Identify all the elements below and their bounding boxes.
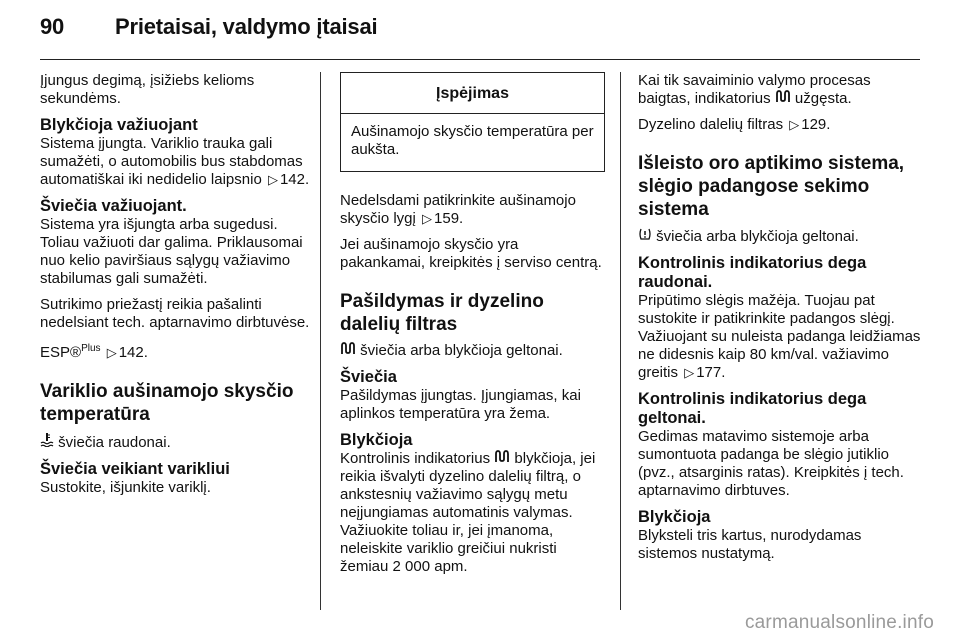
subheading-lit: Šviečia (340, 368, 397, 386)
paragraph: Pašildymas įjungtas. Įjungiamas, kai aplinkos temperatūra yra žema. (340, 387, 581, 422)
page-header (40, 14, 377, 40)
page-reference: 142. (279, 171, 310, 188)
column-divider-2 (620, 72, 621, 610)
page-number: 90 (40, 14, 65, 39)
page-title: Prietaisai, valdymo įtaisai (115, 14, 378, 39)
paragraph: Kai tik savaiminio valymo procesas baigtas, indikatorius užgęsta. (638, 72, 871, 107)
paragraph: Gedimas matavimo sistemoje arba sumontuota padanga be slėgio jutiklio (pvz., atsarginis ratas). Kreipkitės į tech. aptarnavimo dirbtuves. (638, 428, 904, 499)
paragraph: Sistema yra išjungta arba sugedusi. Toliau važiuoti dar galima. Priklausomai nuo kelio paviršiaus sąlygų važiavimo stabilumas gali sumažėti. (40, 216, 303, 287)
column-1 (40, 72, 312, 505)
column-divider-1 (320, 72, 321, 610)
watermark: carmanualsonline.info (744, 612, 934, 633)
column-3 (638, 72, 923, 571)
subheading-flashing-driving: Blykčioja važiuojant (40, 116, 198, 134)
paragraph: Kontrolinis indikatorius blykčioja, jei reikia išvalyti dyzelino dalelių filtrą, o ankstesnių važiavimo sąlygų metu neįjungiamas automatinis valymas. Važiuokite toliau ir, jei įmanoma, neleiskite variklio greičiui nukristi žemiau 2 000 apm. (340, 450, 596, 575)
paragraph: Pripūtimo slėgis mažėja. Tuojau pat sustokite ir patikrinkite padangos slėgį. Važiuojant su nuleista padanga leidžiamas ne didesnis kaip 80 km/val. važiavimo greitis ▷ 177. (638, 292, 921, 381)
reference-arrow-icon: ▷ (684, 365, 695, 380)
subheading-yellow: Kontrolinis indikatorius dega geltonai. (638, 390, 867, 427)
coolant-temperature-icon (40, 432, 54, 452)
subheading-lit-engine-running: Šviečia veikiant varikliui (40, 460, 230, 478)
preheating-coil-icon (494, 450, 510, 468)
paragraph: Dyzelino dalelių filtras ▷ 129. (638, 116, 831, 133)
preheating-coil-icon (775, 90, 791, 108)
subheading-flashing: Blykčioja (340, 431, 413, 449)
warning-title: Įspėjimas (341, 73, 604, 114)
warning-box (340, 72, 605, 172)
preheating-coil-icon (340, 342, 356, 360)
tyre-lamp-text: šviečia arba blykčioja geltonai. (638, 227, 923, 246)
preheating-lamp-text: šviečia arba blykčioja geltonai. (340, 342, 605, 360)
section-title-tyre-pressure: Išleisto oro aptikimo sistema, slėgio padangose sekimo sistema (638, 153, 905, 220)
subheading-flashing: Blykčioja (638, 508, 711, 526)
header-rule (40, 59, 920, 60)
esp-reference: ESP®$^{Plus}$ ▷ 142. (40, 343, 148, 361)
paragraph: Sustokite, išjunkite variklį. (40, 479, 211, 496)
reference-arrow-icon: ▷ (789, 117, 800, 132)
warning-text: Aušinamojo skysčio temperatūra per aukšta. (351, 123, 594, 158)
section-title-preheating: Pašildymas ir dyzelino dalelių filtras (340, 291, 544, 335)
intro-text: Įjungus degimą, įsižiebs kelioms sekundėms. (40, 72, 255, 107)
reference-arrow-icon: ▷ (422, 211, 433, 226)
tyre-pressure-icon (638, 227, 652, 246)
coolant-lamp-text: šviečia raudonai. (40, 432, 312, 452)
reference-arrow-icon: ▷ (267, 172, 278, 187)
paragraph: Nedelsdami patikrinkite aušinamojo skysčio lygį ▷ 159. (340, 192, 576, 227)
column-2 (340, 72, 605, 584)
paragraph: Sistema įjungta. Variklio trauka gali sumažėti, o automobilis bus stabdomas automatiškai iki nedidelio laipsnio ▷ 142. (40, 135, 310, 188)
subheading-lit-driving: Šviečia važiuojant. (40, 197, 187, 215)
paragraph: Jei aušinamojo skysčio yra pakankamai, kreipkitės į serviso centrą. (340, 236, 602, 271)
reference-arrow-icon: ▷ (106, 345, 117, 360)
section-title-coolant: Variklio aušinamojo skysčio temperatūra (40, 381, 294, 425)
subheading-red: Kontrolinis indikatorius dega raudonai. (638, 254, 867, 291)
paragraph: Sutrikimo priežastį reikia pašalinti nedelsiant tech. aptarnavimo dirbtuvėse. (40, 296, 310, 331)
paragraph: Blyksteli tris kartus, nurodydamas sistemos nustatymą. (638, 527, 862, 562)
